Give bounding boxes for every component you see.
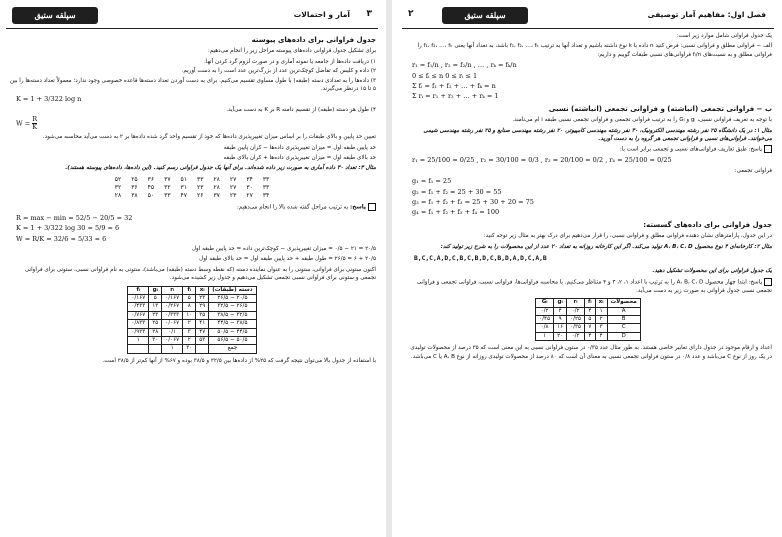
item-a: الف − فراوانی مطلق و فراوانی نسبی: فرض کنید n داده با k نوع داشته باشیم و تعداد آنها به ترتیب f₁، f₂، …، fₖ باشد، به تعداد آنها یعنی f₁، f₂، …، fₖ را فراوانی مطلق و به نسبت‌های fᵢ/n فراوانی‌های نسبی طبقات گوییم و داریم: — [417, 43, 772, 58]
checkbox-icon — [764, 145, 772, 153]
table-cell — [149, 345, 162, 353]
table-cell: ۰/۱ — [162, 328, 183, 336]
column-header: دسته (طبقات) — [209, 286, 256, 294]
table-cell: ۵۲ — [114, 175, 122, 183]
example-title: مثال ۲: کارخانه‌ای ۴ نوع محصول A، B، C، D تولید می‌کند. اگر این کارخانه روزانه به تعداد ۲۰ عدد از این محصولات را به شرح زیر تولید کند: — [440, 243, 772, 250]
table-cell: جمع — [209, 345, 256, 353]
calc-w: W = R/K = 32/6 ≈ 5/33 ≈ 6 — [16, 234, 107, 243]
table-cell: ۰/۴۳۳ — [128, 303, 149, 311]
calc-r: R = max − min = 52/5 − 20/5 = 32 — [16, 213, 133, 222]
table-cell: ۰/۲ — [567, 307, 585, 315]
table-cell: ۲۳ — [229, 191, 237, 199]
data-grid — [110, 176, 275, 200]
calc-note: ۲۰/۵ + ۶ = ۲۶/۵ = طول طبقه + حد پایین طبقه اول = حد بالای طبقه اول — [199, 256, 376, 263]
table-row — [110, 184, 275, 192]
formula-w — [16, 116, 368, 131]
column-header: rᵢ — [162, 286, 183, 294]
table-cell: ۲۵ — [149, 320, 162, 328]
table-cell: ۰/۰۶۷ — [162, 320, 183, 328]
formula-w-num: R — [32, 115, 38, 124]
column-header: محصولات — [607, 299, 640, 307]
checkbox-icon — [764, 278, 772, 286]
table-cell: ۲۶ — [197, 191, 204, 199]
table-cell: ۲۸ — [114, 191, 122, 199]
table-cell: ۳۰ — [183, 345, 196, 353]
section-title: جدول فراوانی برای داده‌های گسسته: — [643, 220, 772, 229]
table-title: یک جدول فراوانی برای این محصولات تشکیل دهید. — [652, 268, 772, 275]
table-cell: ۲۸ — [213, 175, 220, 183]
table-cell: ۲۷ — [229, 183, 237, 191]
product-sequence: B,C,C,A,D,C,B,C,B,D,C,B,D,A,D,C,A,B — [414, 255, 547, 263]
frequency-table — [127, 286, 256, 354]
table-cell — [196, 345, 209, 353]
label: فراوانی تجمعی: — [734, 167, 772, 174]
table-cell: ۱ — [536, 332, 554, 340]
list-item: ۱) دریافت داده‌ها از جامعه یا نمونه آماری و در صورت لزوم گرد کردن آنها. — [204, 58, 376, 65]
table-cell: ۳ — [595, 324, 607, 332]
cum-eq: g₂ = f₁ + f₂ = 25 + 30 = 55 — [412, 187, 502, 196]
bounds-eq: 0 ≤ fᵢ ≤ n 0 ≤ rᵢ ≤ 1 — [412, 71, 478, 80]
page-number: ۲ — [408, 9, 414, 19]
column-header: fᵢ — [128, 286, 149, 294]
table-cell: ۲۶/۵ − ۳۲/۵ — [209, 303, 256, 311]
footer-paragraph: با استفاده از جدول بالا می‌توان نتیجه گرفت که ۲۵% از داده‌ها بین ۳۲/۵ و ۳۸/۵ بوده و ۶۷% از آنها کم‌تر از ۳۸/۵ است. — [102, 357, 376, 364]
column-header: fᵢ — [585, 299, 596, 307]
table-cell: ۲ — [183, 320, 196, 328]
page-right — [402, 6, 774, 532]
paragraph: در این جدول، پارامترهای نشان دهنده فراوانی مطلق و فراوانی نسبی، را قرار می‌دهیم برای درک بهتر به مثال زیر توجه کنید: — [483, 233, 772, 240]
table-cell: ۳۷ — [213, 191, 220, 199]
page-number: ۳ — [366, 9, 372, 19]
table-row — [536, 332, 641, 340]
table-cell: ۰/۴۵ — [536, 315, 554, 323]
table-cell: ۳۳ — [164, 191, 171, 199]
table-cell: ۴۵ — [147, 183, 155, 191]
table-cell: ۰/۲۶۷ — [162, 303, 183, 311]
table-cell: ۲۵ — [131, 175, 138, 183]
column-header: gᵢ — [149, 286, 162, 294]
answer-text: به ترتیب مراحل گفته شده بالا را انجام می‌دهیم: — [237, 204, 349, 211]
table-row — [536, 307, 641, 315]
table-cell: ۵۰ — [147, 191, 155, 199]
table-cell: ۵۱ — [180, 175, 187, 183]
table-cell: ۰/۸۳۳ — [128, 320, 149, 328]
book-gutter — [386, 0, 392, 537]
cum-eq: g₃ = f₁ + f₂ + f₃ = 25 + 30 + 20 = 75 — [412, 198, 534, 206]
table-cell: ۲۰ — [554, 332, 567, 340]
table-cell: C — [607, 324, 640, 332]
table-cell: ۴۱ — [196, 320, 209, 328]
bound-line: حد بالای طبقه اول = میزان تغییرپذیری داده‌ها + کران بالای طبقه — [223, 155, 376, 162]
table-cell: ۰/۱۶۷ — [128, 295, 149, 303]
table-row — [128, 328, 256, 336]
table-cell: ۲۳ — [197, 183, 204, 191]
table-cell: ۲۳ — [149, 311, 162, 319]
table-cell: ۳۳ — [197, 175, 204, 183]
table-cell: ۰/۲۵ — [567, 315, 585, 323]
sum-eq: Σ rᵢ = r₁ + r₂ + … + rₖ = 1 — [412, 92, 499, 101]
list-item: ۳) داده‌ها را به تعدادی دسته (طبقه) با طول مساوی تقسیم می‌کنیم. برای به دست آوردن تعداد دسته‌ها قاعده خصوصی وجود ندارد؛ معمولاً تعداد دسته‌ها را بین ۵ تا ۱۵ درنظر می‌گیرند. — [10, 77, 376, 93]
table-row — [536, 324, 641, 332]
column-header: xᵢ — [595, 299, 607, 307]
cum-eq: g₁ = f₁ = 25 — [412, 177, 452, 186]
table-cell: ۲۳ — [196, 295, 209, 303]
column-header: xᵢ — [196, 286, 209, 294]
table-cell: ۰/۸ — [536, 324, 554, 332]
table-cell: ۲۷ — [229, 175, 237, 183]
table-cell: ۴ — [585, 307, 596, 315]
column-header: Gᵢ — [536, 299, 554, 307]
table-cell: ۵ — [149, 295, 162, 303]
sum-eq: Σ fᵢ = f₁ + f₂ + … + fₖ = n — [412, 82, 496, 91]
table-total-row — [128, 345, 256, 353]
paragraph: تعیین حد پایین و بالای طبقات را بر اساس میزان تغییرپذیری داده‌ها که خود از تقسیم واحد گرد شده داده‌ها بر ۲ به دست می‌آید محاسبه می‌شود. — [42, 134, 376, 141]
table-cell: ۳۶ — [131, 183, 138, 191]
frequency-table — [535, 298, 641, 341]
table-header-row — [536, 299, 641, 307]
chapter-title: آمار و احتمالات — [293, 10, 350, 19]
table-cell: ۴۴/۵ − ۵۰/۵ — [209, 328, 256, 336]
table-cell: ۳۰ — [149, 337, 162, 345]
page-header — [402, 6, 774, 29]
table-cell: ۸ — [183, 303, 196, 311]
table-row — [110, 176, 275, 184]
table-cell: ۳۲/۵ − ۳۸/۵ — [209, 311, 256, 319]
formula-k: K = 1 + 3/322 log n — [16, 95, 82, 104]
page-content — [402, 29, 774, 361]
table-header-row — [128, 286, 256, 294]
paragraph: با توجه به تعریف فراوانی نسبی، gᵢ و Gᵢ را به ترتیب فراوانی تجمعی و فراوانی تجمعی نسبی طبقه i ام می‌نامند. — [512, 117, 772, 124]
table-cell: ۴ — [585, 332, 596, 340]
table-cell: ۵ — [183, 295, 196, 303]
table-cell: ۰/۲ — [536, 307, 554, 315]
table-row — [128, 303, 256, 311]
brand-logo: سپلقه ستیق — [12, 7, 98, 24]
table-cell: ۰/۳۵ — [567, 324, 585, 332]
table-row — [128, 337, 256, 345]
column-header: rᵢ — [567, 299, 585, 307]
item-a-eq: r₁ = f₁/n , r₂ = f₂/n , … , rₖ = fₖ/n — [412, 61, 517, 70]
table-cell: ۹ — [554, 315, 567, 323]
table-cell: ۳۸/۵ − ۴۴/۵ — [209, 320, 256, 328]
table-cell: ۴۷ — [196, 328, 209, 336]
section-title: جدول فراوانی برای داده‌های پیوسته — [251, 36, 376, 44]
column-header: fᵢ — [183, 286, 196, 294]
bound-line: حد پایین طبقه اول = میزان تغییرپذیری داده‌ها − کران پایین طبقه — [223, 144, 376, 151]
table-cell: ۲۸ — [213, 183, 220, 191]
table-cell: ۲ — [183, 337, 196, 345]
table-cell: ۰/۳۳۳ — [162, 311, 183, 319]
table-cell — [128, 345, 149, 353]
table-cell: ۲ — [595, 315, 607, 323]
table-cell: ۱۰ — [183, 311, 196, 319]
table-cell: ۳۵ — [196, 311, 209, 319]
example-title: مثال ۳: تعداد ۳۰ داده آماری به صورت زیر داده شده‌اند. برای آنها یک جدول فراوانی رسم کنید. (این داده‌ها، داده‌های پیوسته هستند). — [65, 165, 376, 172]
table-cell: ۲۹ — [196, 303, 209, 311]
paragraph: یک جدول فراوانی شامل موارد زیر است: — [676, 33, 772, 39]
formula-w-den: K — [32, 123, 38, 132]
column-header: gᵢ — [554, 299, 567, 307]
checkbox-icon — [368, 203, 376, 211]
answer — [8, 203, 376, 212]
page-content — [6, 29, 378, 365]
answer-text: پاسخ: ابتدا چهار محصول A، B، C، D را به ترتیب با اعداد ۱، ۲، ۳ و ۴ متناظر می‌کنیم. با محاسبه فراوانی‌ها، فراوانی نسبی، فراوانی تجمعی و فراوانی تجمعی نسبی جدول فراوانی به صورت زیر به دست می‌آید. — [417, 279, 772, 294]
table-cell: ۱ — [128, 337, 149, 345]
table-cell: ۵۰/۵ − ۵۶/۵ — [209, 337, 256, 345]
paragraph: اکنون ستونی برای فراوانی، ستونی را به عنوان نماینده دسته (که نقطه وسط دسته (طبقه) می‌باشد)، ستونی به نام فراوانی نسبی، ستونی برای فراوانی تجمعی و ستونی برای فراوانی نسبی تجمعی تشکیل می‌دهیم و جدول زیر کشیده می‌شود. — [24, 266, 376, 282]
table-cell: ۳۲ — [114, 183, 122, 191]
page-left — [6, 6, 378, 532]
section-title: ب − فراوانی تجمعی (انباشته) و فراوانی تجمعی (انباشته) نسبی — [548, 104, 772, 113]
table-cell: ۲۸ — [149, 328, 162, 336]
table-cell: ۱ — [162, 345, 183, 353]
table-cell: ۴۷ — [180, 191, 187, 199]
paragraph: برای تشکیل جدول فراوانی داده‌های پیوسته مراحل زیر را انجام می‌دهیم: — [207, 48, 376, 55]
table-row — [128, 295, 256, 303]
calc-k: K = 1 + 3/322 log 30 = 5/9 ≈ 6 — [16, 224, 120, 233]
table-cell: ۳۱ — [180, 183, 187, 191]
page-header — [6, 6, 378, 29]
cum-eq: g₄ = f₁ + f₂ + f₃ + f₄ = 100 — [412, 208, 500, 217]
answer — [404, 278, 772, 295]
chapter-title: فصل اول: مفاهیم آمار توصیفی — [647, 10, 766, 19]
table-cell: ۴ — [554, 307, 567, 315]
table-cell: ۲۷ — [246, 191, 253, 199]
table-row — [110, 192, 275, 200]
example-title: مثال ۱: در یک دانشگاه ۲۵ نفر رشته مهندسی الکترونیک، ۳۰ نفر رشته مهندسی کامپیوتر، ۲۰ نفر رشته مهندسی صنایع و ۲۵ نفر رشته مهندسی شیمی می‌خوانند. فراوانی‌های نسبی و فراوانی تجمعی هر گروه را به دست آورید. — [423, 127, 772, 143]
table-cell: ۳۴ — [246, 175, 253, 183]
table-cell: D — [607, 332, 640, 340]
table-cell: ۰/۱۶۷ — [162, 295, 183, 303]
table-row — [128, 320, 256, 328]
table-cell: ۳۴ — [262, 191, 270, 199]
table-cell: ۵۳ — [196, 337, 209, 345]
answer-label: پاسخ: — [350, 204, 366, 211]
table-cell: ۰/۲ — [567, 332, 585, 340]
table-cell: ۰/۰۶۷ — [162, 337, 183, 345]
table-cell: ۳۲ — [164, 183, 171, 191]
table-cell: ۱۶ — [554, 324, 567, 332]
table-cell: ۳۸ — [131, 191, 138, 199]
calc-note: ۲۰/۵ = ۲۱ − ۰/۵ = میزان تغییرپذیری − کوچک‌ترین داده = حد پایین طبقه اول — [191, 246, 376, 252]
list-item: ۴) طول هر دسته (طبقه) از تقسیم دامنه R بر K به دست می‌آید. — [226, 106, 376, 113]
table-row — [536, 315, 641, 323]
brand-logo: سپلقه ستیق — [442, 7, 528, 24]
table-cell: B — [607, 315, 640, 323]
list-item: ۲) داده و کلیس که تفاضل کوچک‌ترین عدد از بزرگ‌ترین عدد است را به دست آوریم. — [181, 68, 376, 75]
table-cell: ۱ — [595, 307, 607, 315]
answer-text: پاسخ: طبق تعاریف فراوانی‌های نسبی و تجمعی برابر است با: — [619, 146, 762, 153]
table-cell: ۲۰/۵ − ۲۶/۵ — [209, 295, 256, 303]
table-cell: ۳۳ — [262, 175, 270, 183]
answer-eq: r₁ = 25/100 = 0/25 , r₂ = 30/100 = 0/3 , r₃ = 20/100 = 0/2 , r₄ = 25/100 = 0/25 — [412, 156, 672, 165]
table-cell: ۰/۹۳۳ — [128, 328, 149, 336]
table-row — [128, 311, 256, 319]
table-cell: ۳۳ — [262, 183, 270, 191]
table-cell: ۰/۷۶۷ — [128, 311, 149, 319]
table-cell: ۱۳ — [149, 303, 162, 311]
table-cell: ۴ — [595, 332, 607, 340]
table-cell: ۳۰ — [246, 183, 253, 191]
table-cell: ۳ — [183, 328, 196, 336]
footer-paragraph: اعداد و ارقام موجود در جدول دارای تعابیر خاصی هستند. به طور مثال عدد ۰/۳۵ در ستون فراوانی نسبی به این معنی است که ۳۵ درصد از محصولات تولیدی در یک روز از نوع C می‌باشد و عدد ۰/۸ در ستون فراوانی تجمعی نسبی به معنای آن است که ۸۰ درصد از محصولات تولیدی روزانه از نوع A، B یا C می‌باشد. — [410, 345, 772, 360]
answer — [404, 145, 772, 154]
formula-w-lhs: W = — [16, 119, 33, 128]
table-cell: A — [607, 307, 640, 315]
table-cell: ۳۷ — [164, 175, 171, 183]
table-cell: ۵ — [585, 315, 596, 323]
steps-list — [8, 58, 376, 131]
table-cell: ۳۶ — [147, 175, 155, 183]
table-cell: ۷ — [585, 324, 596, 332]
